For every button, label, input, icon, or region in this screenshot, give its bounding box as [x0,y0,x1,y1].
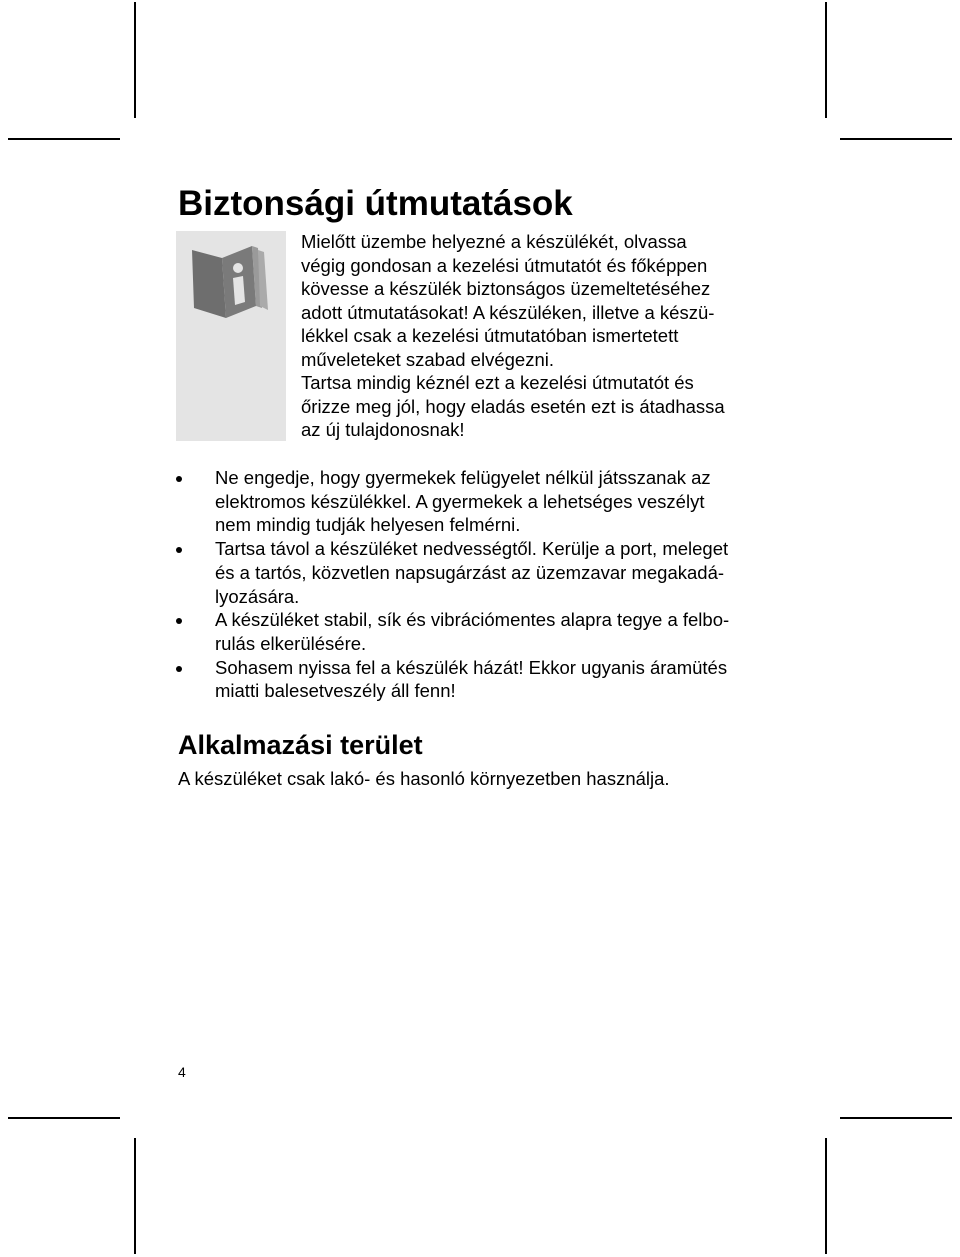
section-heading: Alkalmazási terület [178,730,423,760]
bullet-dot [176,547,182,553]
list-item-line: Ne engedje, hogy gyermekek felügyelet nélkül játsszanak az [215,467,711,488]
list-item-line: Sohasem nyissa fel a készülék házát! Ekkor ugyanis áramütés [215,656,728,678]
bullet-dot [176,476,182,482]
intro-line: adott útmutatásokat! A készüléken, illetve a készü- [301,301,715,323]
page-number: 4 [178,1064,186,1080]
list-item-line: nem mindig tudják helyesen felmérni. [215,514,521,536]
intro-line: végig gondosan a kezelési útmutatót és főképpen [301,254,708,276]
crop-mark-bottom-left-vertical [134,1138,136,1254]
list-item-line: és a tartós, közvetlen napsugárzást az üzemzavar megakadá- [215,561,725,583]
list-item-line: elektromos készülékkel. A gyermekek a lehetséges veszélyt [215,490,705,512]
info-book-icon [186,236,278,328]
list-item-line: lyozására. [215,585,300,607]
intro-line: őrizze meg jól, hogy eladás esetén ezt is átadhassa [301,395,725,417]
list-item-line: Tartsa távol a készüléket nedvességtől. Kerülje a port, meleget [215,538,729,560]
safety-bullet-list [172,466,812,703]
intro-line: Mielőtt üzembe helyezné a készülékét, olvassa [301,231,687,252]
intro-line: Tartsa mindig kéznél ezt a kezelési útmutatót és [301,372,694,393]
list-item-line: rulás elkerülésére. [215,632,367,654]
bullet-dot [176,618,182,624]
info-box-background [176,231,286,441]
intro-line: műveleteket szabad elvégezni. [301,348,554,370]
crop-mark-top-left-vertical [134,2,136,118]
list-item [172,537,812,608]
list-item-line: miatti balesetveszély áll fenn! [215,680,456,702]
intro-line: kövesse a készülék biztonságos üzemeltetéséhez [301,278,711,299]
crop-mark-top-right-horizontal [840,138,952,140]
list-item [172,608,812,655]
bullet-dot [176,666,182,672]
list-item [172,466,812,537]
crop-mark-bottom-left-horizontal [8,1117,120,1119]
intro-line: lékkel csak a kezelési útmutatóban ismertetett [301,325,679,346]
page-title: Biztonsági útmutatások [178,184,573,223]
list-item [172,656,812,703]
crop-mark-top-left-horizontal [8,138,120,140]
crop-mark-top-right-vertical [825,2,827,118]
section-text: A készüléket csak lakó- és hasonló környezetben használja. [178,768,670,789]
list-item-line: A készüléket stabil, sík és vibrációmentes alapra tegye a felbo- [215,609,730,631]
intro-paragraph [301,230,801,442]
crop-mark-bottom-right-vertical [825,1138,827,1254]
intro-line: az új tulajdonosnak! [301,419,465,440]
crop-mark-bottom-right-horizontal [840,1117,952,1119]
